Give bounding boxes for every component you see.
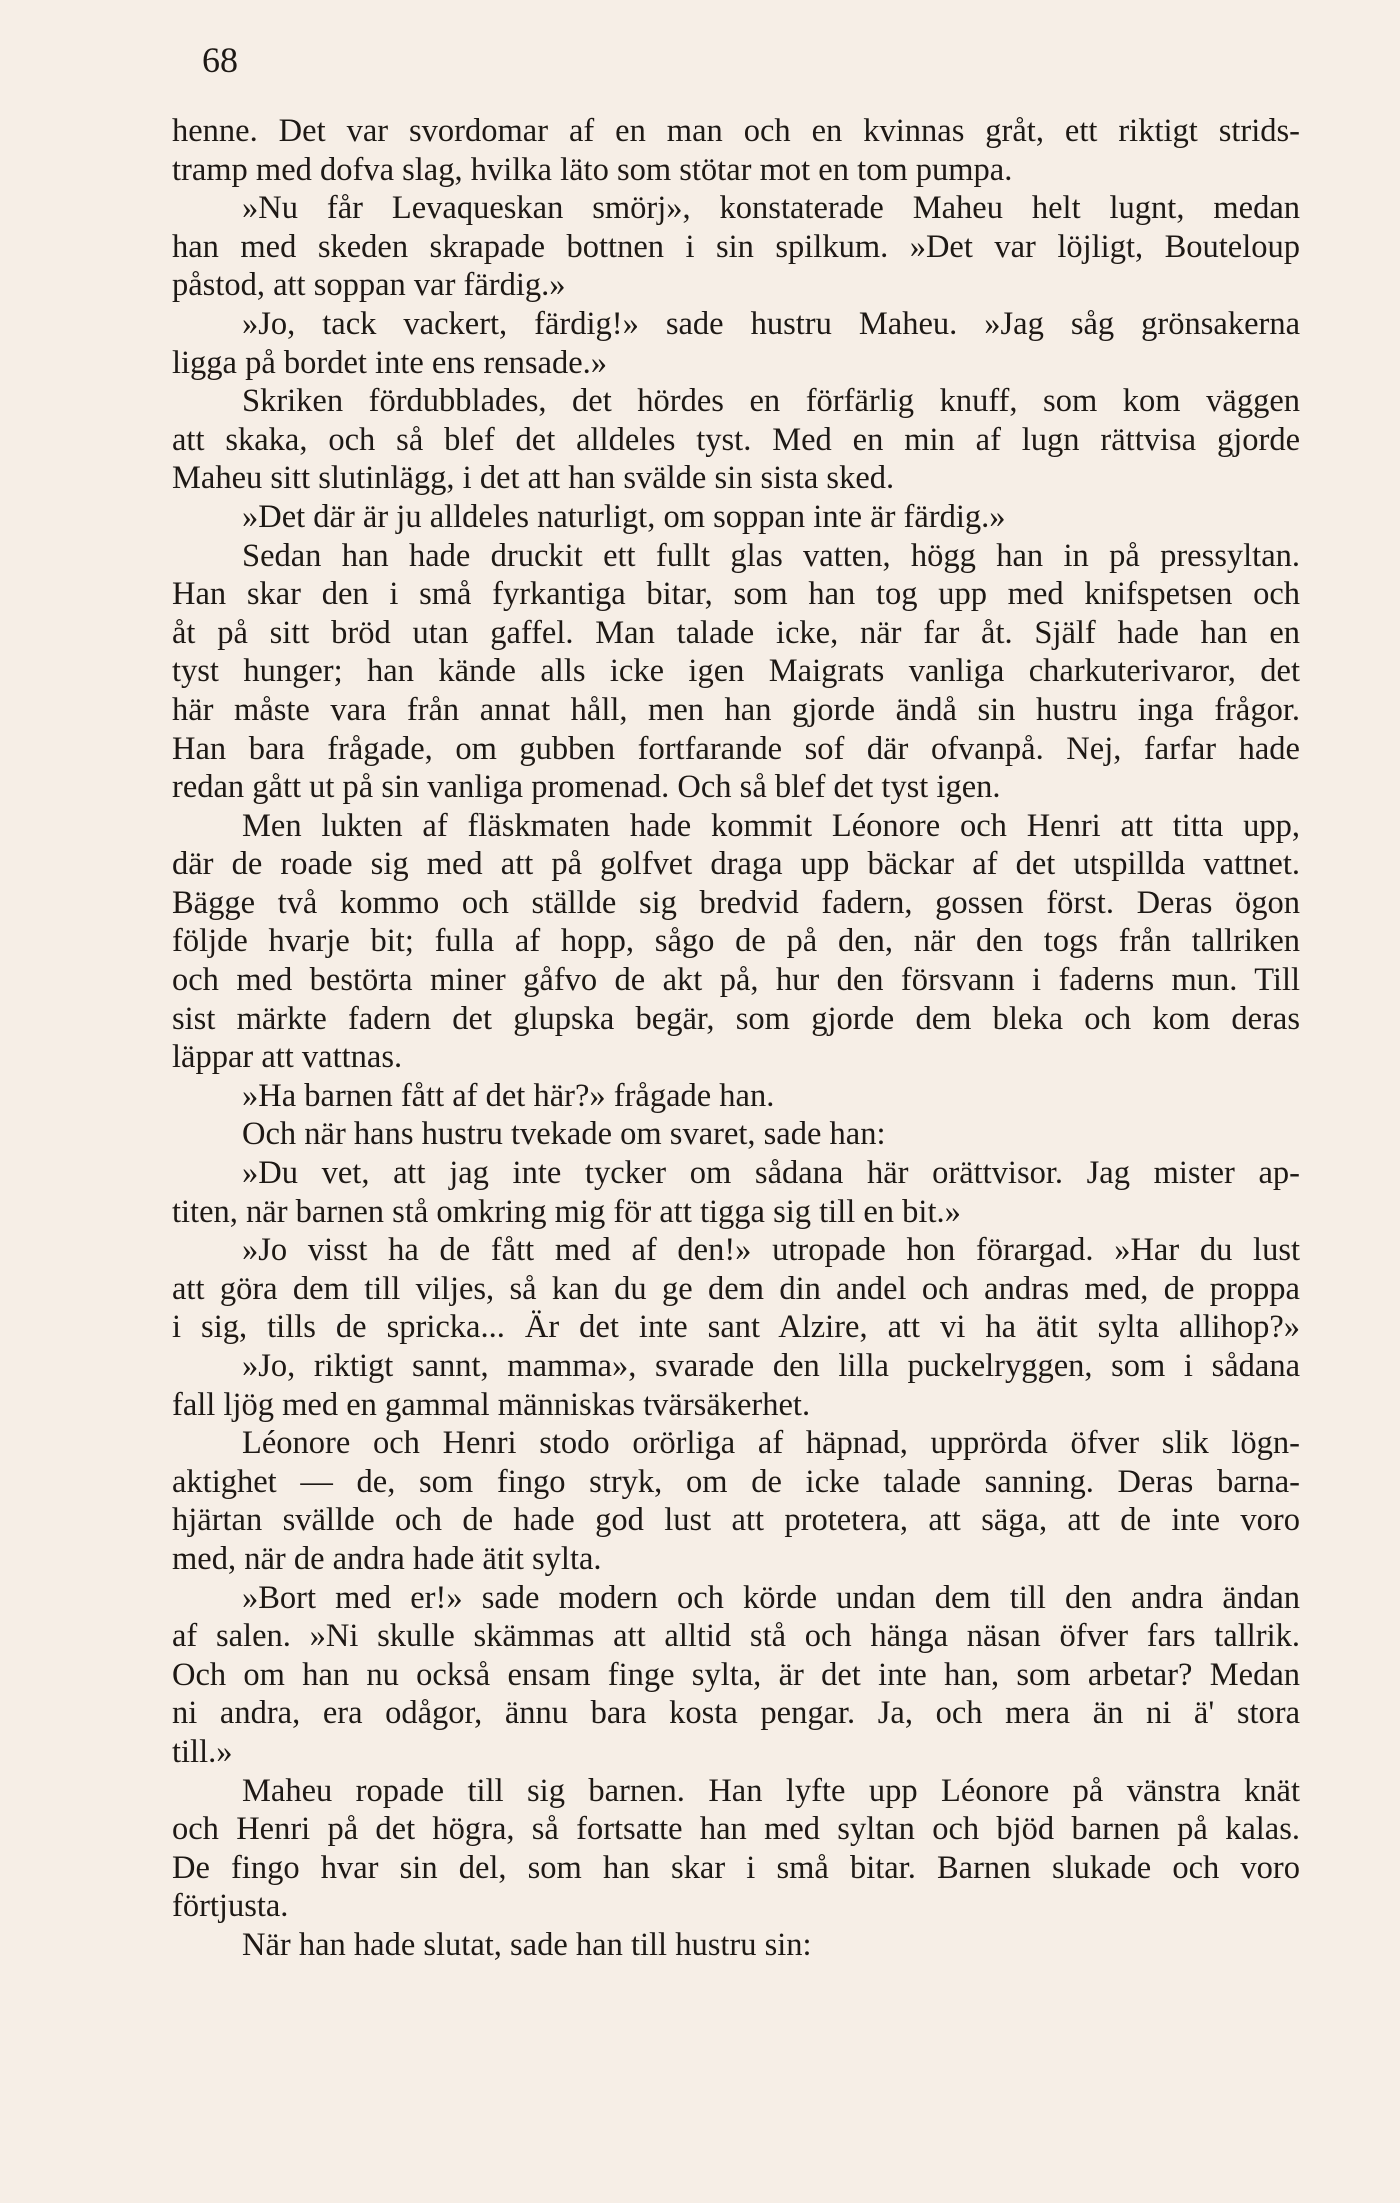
text-line: att skaka, och så blef det alldeles tyst. Med en min af lugn rättvisa gjorde: [172, 421, 1300, 458]
text-line: »Jo, tack vackert, färdig!» sade hustru Maheu. »Jag såg grönsakerna: [242, 305, 1300, 342]
text-line: Sedan han hade druckit ett fullt glas vatten, högg han in på pressyltan.: [242, 537, 1300, 574]
text-line: och med bestörta miner gåfvo de akt på, hur den försvann i faderns mun. Till: [172, 962, 1300, 999]
text-line: Maheu sitt slutinlägg, i det att han svälde sin sista sked.: [172, 460, 895, 497]
text-line: där de roade sig med att på golfvet draga upp bäckar af det utspillda vattnet.: [172, 846, 1300, 883]
text-line: Han bara frågade, om gubben fortfarande sof där ofvanpå. Nej, farfar hade: [172, 730, 1300, 767]
text-line: han med skeden skrapade bottnen i sin spilkum. »Det var löjligt, Bouteloup: [172, 228, 1300, 265]
text-line: påstod, att soppan var färdig.»: [172, 267, 566, 304]
text-line: När han hade slutat, sade han till hustru sin:: [242, 1926, 812, 1963]
text-line: förtjusta.: [172, 1888, 289, 1925]
text-line: »Ha barnen fått af det här?» frågade han.: [242, 1077, 775, 1114]
body-text: [172, 112, 1300, 1965]
text-line: Men lukten af fläskmaten hade kommit Léonore och Henri att titta upp,: [242, 807, 1300, 844]
text-line: »Det där är ju alldeles naturligt, om soppan inte är färdig.»: [242, 498, 1006, 535]
text-line: Han skar den i små fyrkantiga bitar, som han tog upp med knifspetsen och: [172, 576, 1300, 613]
text-line: »Bort med er!» sade modern och körde undan dem till den andra ändan: [242, 1579, 1300, 1616]
text-line: »Du vet, att jag inte tycker om sådana här orättvisor. Jag mister ap-: [242, 1155, 1300, 1192]
text-line: Och om han nu också ensam finge sylta, är det inte han, som arbetar? Medan: [172, 1656, 1300, 1693]
text-line: åt på sitt bröd utan gaffel. Man talade icke, när far åt. Själf hade han en: [172, 614, 1300, 651]
text-line: »Jo, riktigt sannt, mamma», svarade den lilla puckelryggen, som i sådana: [242, 1348, 1300, 1384]
text-line: i sig, tills de spricka... Är det inte sant Alzire, att vi ha ätit sylta allihop?»: [172, 1309, 1300, 1346]
text-line: »Nu får Levaqueskan smörj», konstaterade Maheu helt lugnt, medan: [242, 190, 1300, 227]
text-line: läppar att vattnas.: [172, 1039, 403, 1076]
text-line: följde hvarje bit; fulla af hopp, sågo de på den, när den togs från tallriken: [172, 923, 1300, 960]
text-line: och Henri på det högra, så fortsatte han med syltan och bjöd barnen på kalas.: [172, 1811, 1300, 1848]
text-line: henne. Det var svordomar af en man och en kvinnas gråt, ett riktigt strids-: [172, 113, 1300, 149]
text-line: här måste vara från annat håll, men han gjorde ändå sin hustru inga frågor.: [172, 691, 1300, 728]
text-line: fall ljög med en gammal människas tvärsäkerhet.: [172, 1386, 811, 1423]
text-line: »Jo visst ha de fått med af den!» utropade hon förargad. »Har du lust: [242, 1232, 1300, 1269]
text-line: tramp med dofva slag, hvilka läto som stötar mot en tom pumpa.: [172, 151, 1013, 188]
text-line: med, när de andra hade ätit sylta.: [172, 1540, 602, 1577]
text-line: Bägge två kommo och ställde sig bredvid fadern, gossen först. Deras ögon: [172, 884, 1300, 921]
text-line: af salen. »Ni skulle skämmas att alltid stå och hänga näsan öfver fars tallrik.: [172, 1618, 1300, 1655]
page-number: 68: [202, 40, 238, 80]
text-line: hjärtan svällde och de hade god lust att protetera, att säga, att de inte voro: [172, 1502, 1300, 1539]
text-line: att göra dem till viljes, så kan du ge dem din andel och andras med, de proppa: [172, 1270, 1300, 1307]
text-line: De fingo hvar sin del, som han skar i små bitar. Barnen slukade och voro: [172, 1849, 1300, 1886]
text-line: sist märkte fadern det glupska begär, som gjorde dem bleka och kom deras: [172, 1000, 1300, 1037]
text-line: till.»: [172, 1733, 233, 1770]
text-line: ni andra, era odågor, ännu bara kosta pengar. Ja, och mera än ni ä' stora: [172, 1695, 1300, 1732]
text-line: tyst hunger; han kände alls icke igen Maigrats vanliga charkuterivaror, det: [172, 653, 1300, 690]
text-line: titen, när barnen stå omkring mig för att tigga sig till en bit.»: [172, 1193, 961, 1230]
text-line: aktighet — de, som fingo stryk, om de icke talade sanning. Deras barna-: [172, 1463, 1300, 1500]
text-line: Skriken fördubblades, det hördes en förfärlig knuff, som kom väggen: [242, 383, 1300, 420]
text-line: Maheu ropade till sig barnen. Han lyfte upp Léonore på vänstra knät: [242, 1772, 1300, 1809]
text-line: ligga på bordet inte ens rensade.»: [172, 344, 607, 381]
text-line: Léonore och Henri stodo orörliga af häpnad, upprörda öfver slik lögn-: [242, 1425, 1300, 1462]
text-line: redan gått ut på sin vanliga promenad. Och så blef det tyst igen.: [172, 769, 1001, 806]
text-line: Och när hans hustru tvekade om svaret, sade han:: [242, 1116, 886, 1153]
